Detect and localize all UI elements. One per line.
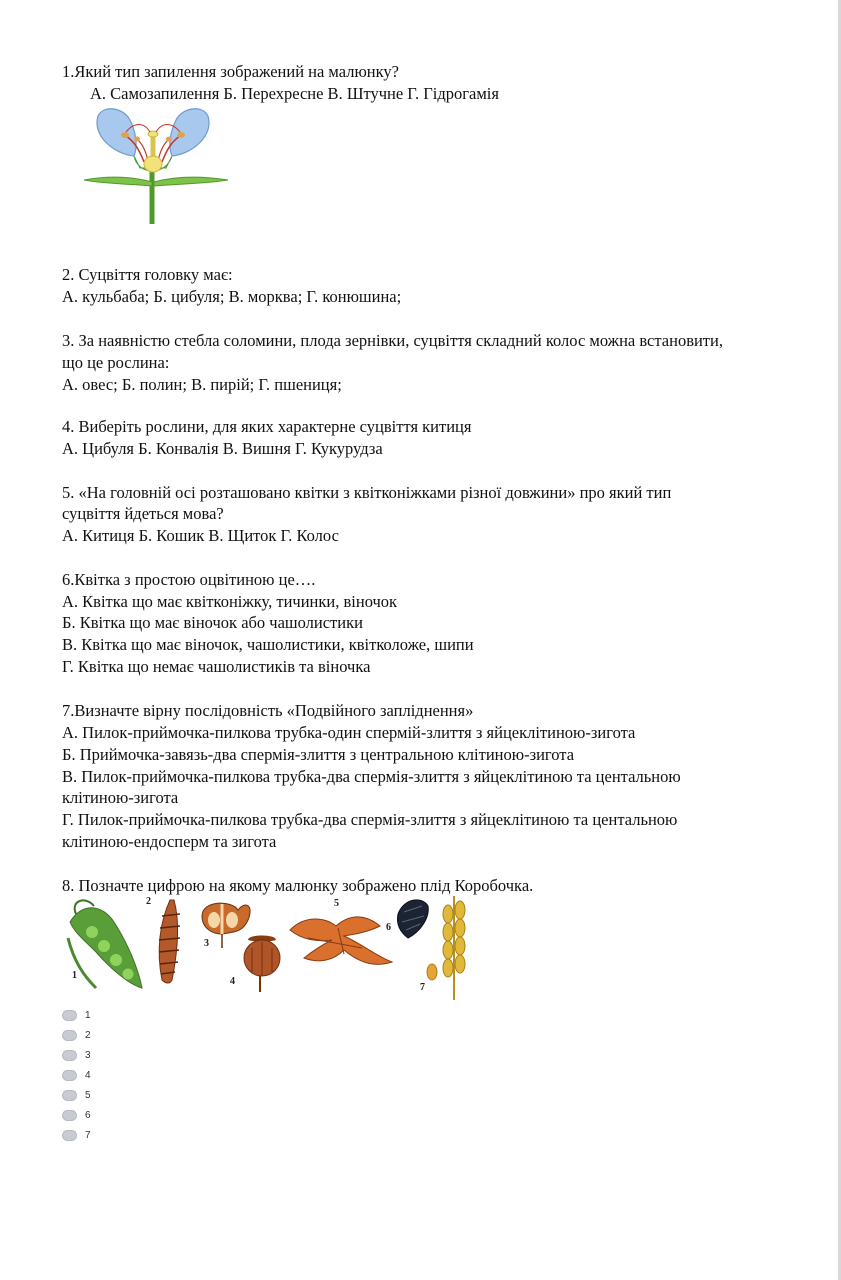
radio-button[interactable] xyxy=(62,1110,77,1121)
fruit-pea-pod xyxy=(68,900,142,988)
fruit-sunflower-seed xyxy=(397,900,428,938)
flower-pollination-diagram xyxy=(78,106,234,228)
q7-option-d-line2: клітиною-ендосперм та зигота xyxy=(62,832,277,851)
q6-option-a: А. Квітка що має квітконіжку, тичинки, віночок xyxy=(62,592,398,611)
q7-option-c-line1: В. Пилок-приймочка-пилкова трубка-два спермія-злиття з яйцеклітиною та центальною xyxy=(62,767,681,786)
answer-option-2[interactable] xyxy=(62,1028,91,1042)
radio-button[interactable] xyxy=(62,1070,77,1081)
q6-text: 6.Квітка з простою оцвітиною це…. xyxy=(62,570,316,589)
fruit-label-7: 7 xyxy=(420,982,425,993)
q6-option-d: Г. Квітка що немає чашолистиків та віночка xyxy=(62,657,371,676)
radio-button[interactable] xyxy=(62,1030,77,1041)
answer-option-1[interactable] xyxy=(62,1008,91,1022)
radio-button[interactable] xyxy=(62,1130,77,1141)
q4-text: 4. Виберіть рослини, для яких характерне суцвіття китиця xyxy=(62,417,472,436)
answer-option-label: 6 xyxy=(85,1109,91,1121)
q7-option-c-line2: клітиною-зигота xyxy=(62,788,179,807)
fruit-poppy-capsule xyxy=(244,936,280,993)
answer-option-label: 1 xyxy=(85,1009,91,1021)
q8-text: 8. Позначте цифрою на якому малюнку зображено плід Коробочка. xyxy=(62,876,534,895)
fruits-figure xyxy=(62,892,482,1002)
q1-options: А. Самозапилення Б. Перехресне В. Штучне Г. Гідрогамія xyxy=(90,84,499,103)
q2-options: А. кульбаба; Б. цибуля; В. морква; Г. конюшина; xyxy=(62,287,402,306)
q6-option-c: В. Квітка що має віночок, чашолистики, квітколоже, шипи xyxy=(62,635,474,654)
q5-options: А. Китиця Б. Кошик В. Щиток Г. Колос xyxy=(62,526,339,545)
fruit-label-6: 6 xyxy=(386,922,391,933)
q6-option-b: Б. Квітка що має віночок або чашолистики xyxy=(62,613,363,632)
q3-text-line2: що це рослина: xyxy=(62,353,170,372)
q3-options: А. овес; Б. полин; В. пирій; Г. пшениця; xyxy=(62,375,342,394)
answer-option-label: 5 xyxy=(85,1089,91,1101)
fruit-label-3: 3 xyxy=(204,938,209,949)
fruit-bean-pod xyxy=(159,900,180,983)
fruit-label-4: 4 xyxy=(230,976,235,987)
answer-option-label: 2 xyxy=(85,1029,91,1041)
q4-options: А. Цибуля Б. Конвалія В. Вишня Г. Кукурудза xyxy=(62,439,383,458)
q7-option-d-line1: Г. Пилок-приймочка-пилкова трубка-два спермія-злиття з яйцеклітиною та центальною xyxy=(62,810,678,829)
q1-text: 1.Який тип запилення зображений на малюнку? xyxy=(62,62,399,81)
answer-option-label: 3 xyxy=(85,1049,91,1061)
answer-option-label: 4 xyxy=(85,1069,91,1081)
radio-button[interactable] xyxy=(62,1010,77,1021)
q3-text-line1: 3. За наявністю стебла соломини, плода зернівки, суцвіття складний колос можна встановити, xyxy=(62,331,723,350)
answer-option-5[interactable] xyxy=(62,1088,91,1102)
answer-option-6[interactable] xyxy=(62,1108,91,1122)
fruit-split-capsule xyxy=(202,903,250,948)
fruit-label-5: 5 xyxy=(334,898,339,909)
radio-button[interactable] xyxy=(62,1090,77,1101)
radio-button[interactable] xyxy=(62,1050,77,1061)
answer-option-4[interactable] xyxy=(62,1068,91,1082)
q7-option-b: Б. Приймочка-завязь-два спермія-злиття з центральною клітиною-зигота xyxy=(62,745,575,764)
q5-text-line1: 5. «На головній осі розташовано квітки з квітконіжками різної довжини» про який тип xyxy=(62,483,672,502)
q2-text: 2. Суцвіття головку має: xyxy=(62,265,233,284)
fruit-label-2: 2 xyxy=(146,896,151,907)
answer-option-7[interactable] xyxy=(62,1128,91,1142)
fruit-wheat-ear xyxy=(427,896,465,1000)
fruit-label-1: 1 xyxy=(72,970,77,981)
q7-text: 7.Визначте вірну послідовність «Подвійного запліднення» xyxy=(62,701,474,720)
answer-option-3[interactable] xyxy=(62,1048,91,1062)
q5-text-line2: суцвіття йдеться мова? xyxy=(62,504,224,523)
fruit-winged xyxy=(290,917,392,964)
q7-option-a: А. Пилок-приймочка-пилкова трубка-один спермій-злиття з яйцеклітиною-зигота xyxy=(62,723,636,742)
answer-option-label: 7 xyxy=(85,1129,91,1141)
